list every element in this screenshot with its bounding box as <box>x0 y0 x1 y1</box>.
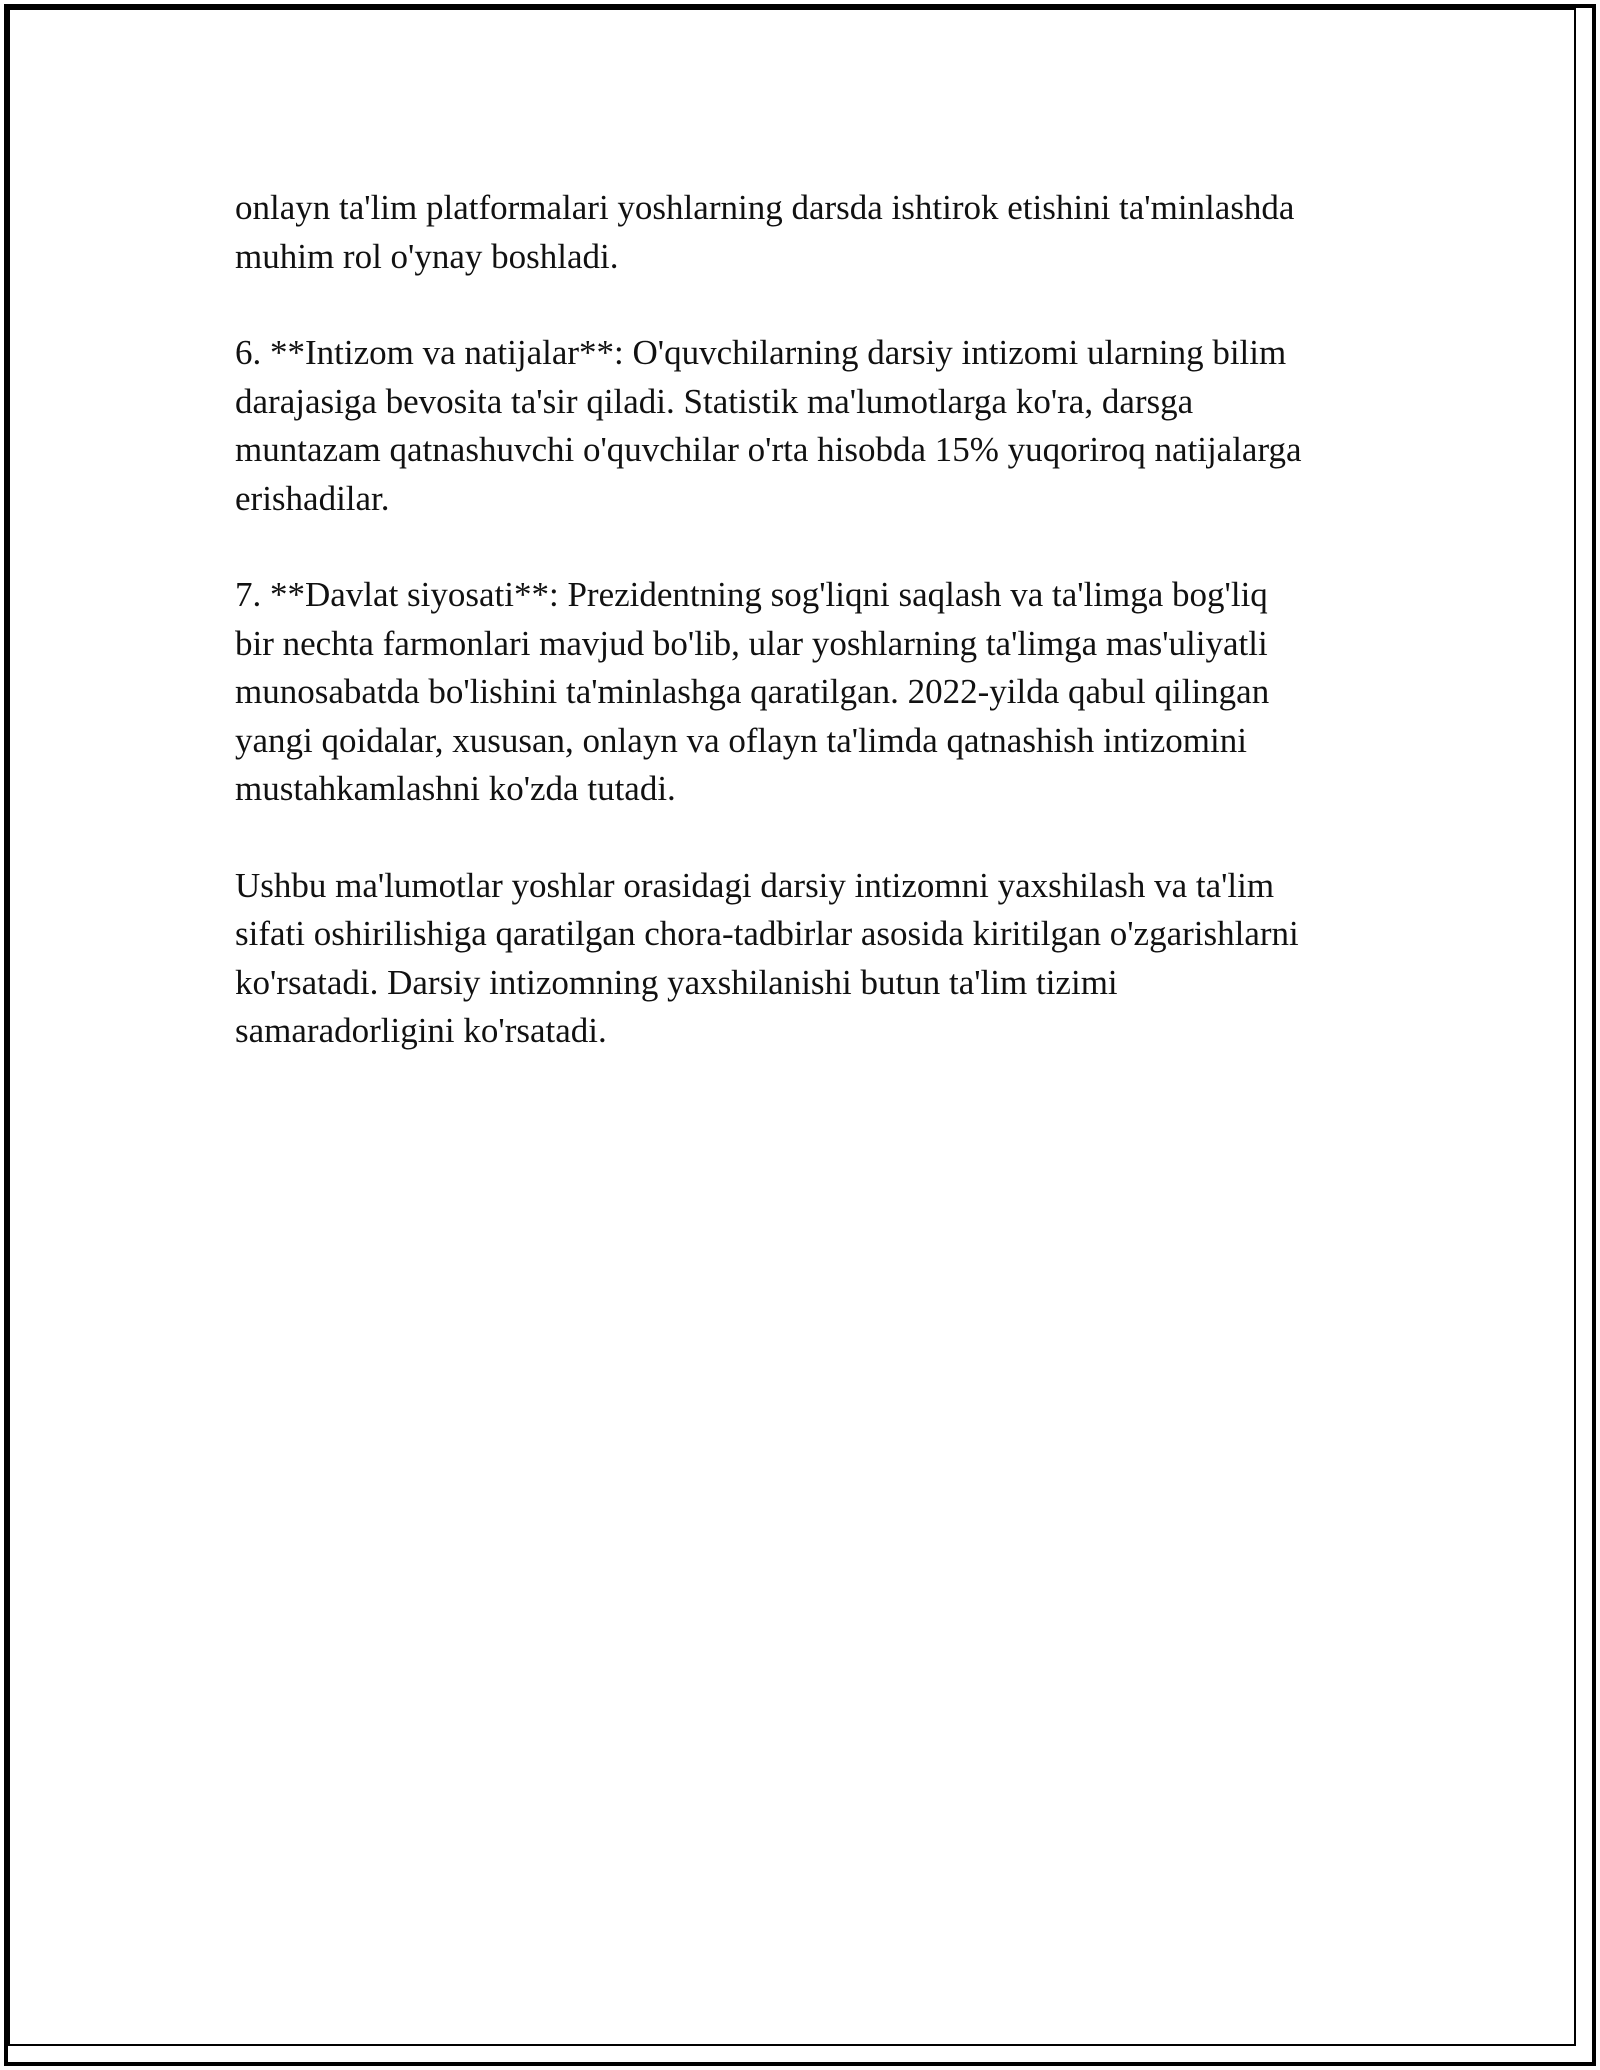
text-line: muntazam qatnashuvchi o'quvchilar o'rta hisobda 15% yuqoriroq natijalarga <box>235 430 1302 469</box>
text-line: muhim rol o'ynay boshladi. <box>235 236 619 276</box>
paragraph-conclusion <box>235 862 1365 1056</box>
text-line: samaradorligini ko'rsatadi. <box>235 1011 607 1050</box>
text-line: Ushbu ma'lumotlar yoshlar orasidagi darsiy intizomni yaxshilash va ta'lim <box>235 865 1275 905</box>
text-line: 7. **Davlat siyosati**: Prezidentning sog'liqni saqlash va ta'limga bog'liq <box>235 575 1268 614</box>
paragraph-continuation <box>235 184 1365 281</box>
paragraph-davlat-siyosati <box>235 571 1365 814</box>
document-body <box>235 184 1365 1104</box>
text-line: bir nechta farmonlari mavjud bo'lib, ular yoshlarning ta'limga mas'uliyatli <box>235 623 1268 663</box>
text-line: ko'rsatadi. Darsiy intizomning yaxshilanishi butun ta'lim tizimi <box>235 962 1118 1002</box>
text-line: yangi qoidalar, xususan, onlayn va oflayn ta'limda qatnashish intizomini <box>235 720 1247 760</box>
text-line: mustahkamlashni ko'zda tutadi. <box>235 769 676 808</box>
text-line: erishadilar. <box>235 478 390 518</box>
text-line: munosabatda bo'lishini ta'minlashga qaratilgan. 2022-yilda qabul qilingan <box>235 672 1270 711</box>
text-line: onlayn ta'lim platformalari yoshlarning darsda ishtirok etishini ta'minlashda <box>235 188 1295 227</box>
paragraph-intizom-natijalar <box>235 329 1365 523</box>
text-line: sifati oshirilishiga qaratilgan chora-tadbirlar asosida kiritilgan o'zgarishlarni <box>235 914 1299 953</box>
text-line: darajasiga bevosita ta'sir qiladi. Statistik ma'lumotlarga ko'ra, darsga <box>235 381 1194 421</box>
text-line: 6. **Intizom va natijalar**: O'quvchilarning darsiy intizomi ularning bilim <box>235 333 1287 372</box>
